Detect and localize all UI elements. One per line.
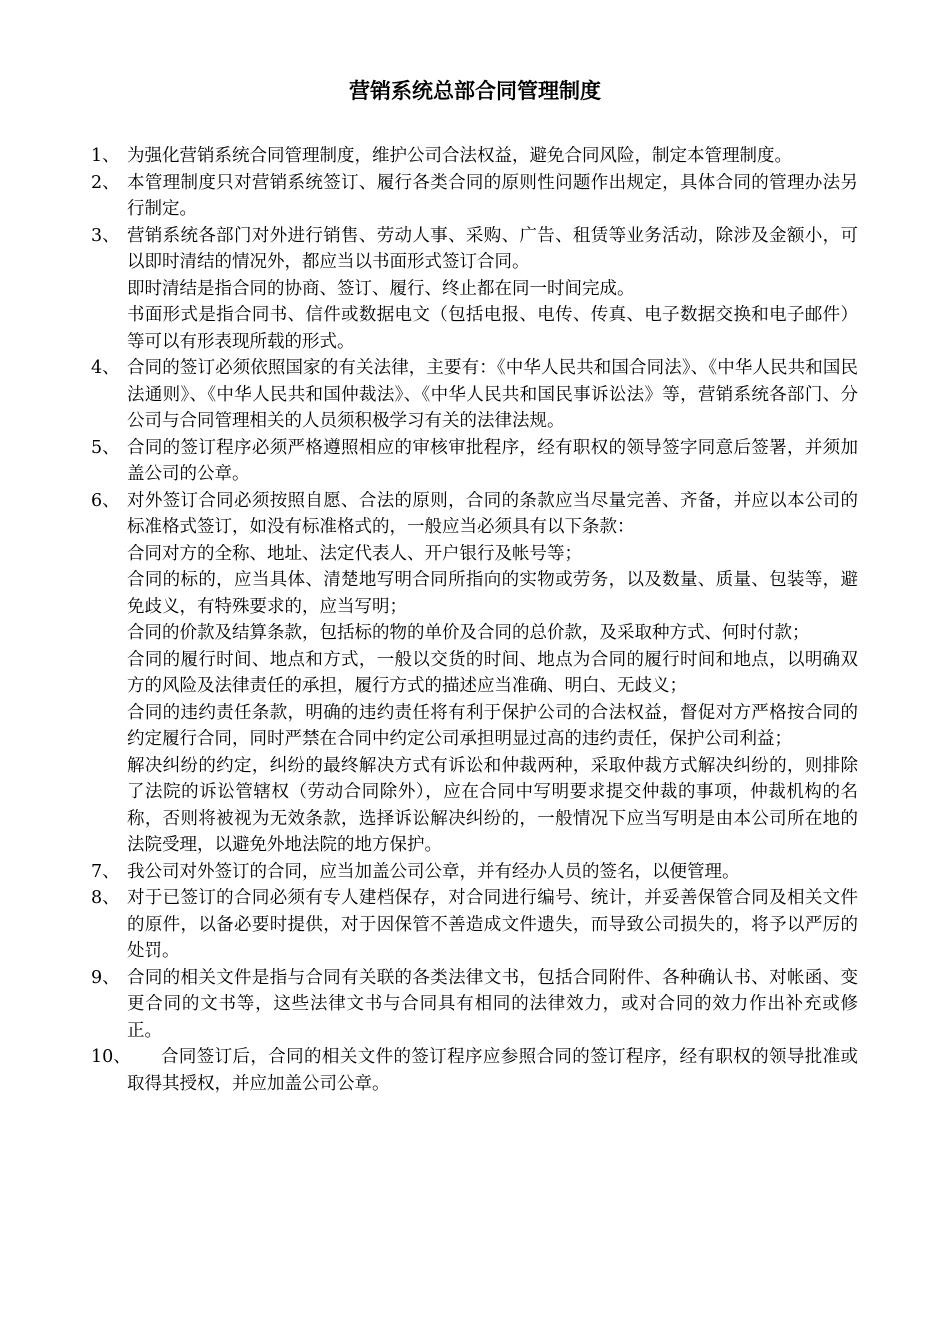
clause-text: 合同的签订必须依照国家的有关法律，主要有：《中华人民共和国合同法》、《中华人民共和国民法通则》、《中华人民共和国仲裁法》、《中华人民共和国民事诉讼法》等，营销系统各部门、分公司与合同管理相关的人员须积极学习有关的法律法规。 (127, 358, 858, 431)
clause-6 (0, 488, 858, 859)
clause-text: 营销系统各部门对外进行销售、劳动人事、采购、广告、租赁等业务活动，除涉及金额小，可以即时清结的情况外，都应当以书面形式签订合同。 (127, 225, 858, 272)
clause-number: 6、 (91, 490, 120, 511)
clause-text: 我公司对外签订的合同，应当加盖公司公章，并有经办人员的签名，以便管理。 (127, 861, 740, 882)
document-title: 营销系统总部合同管理制度 (349, 78, 601, 103)
clause-number: 7、 (91, 861, 120, 882)
clause-number: 2、 (91, 172, 120, 193)
clause-number: 3、 (91, 225, 120, 246)
clause-10 (0, 1044, 858, 1097)
clause-number: 1、 (91, 146, 120, 166)
clause-text: 合同签订后，合同的相关文件的签订程序应参照合同的签订程序，经有职权的领导批准或取得其授权，并应加盖公司公章。 (127, 1047, 858, 1094)
clause-8 (0, 885, 858, 965)
clause-text: 合同的相关文件是指与合同有关联的各类法律文书，包括合同附件、各种确认书、对帐函、变更合同的文书等，这些法律文书与合同具有相同的法律效力，或对合同的效力作出补充或修正。 (127, 967, 858, 1041)
clause-subparagraph: 书面形式是指合同书、信件或数据电文（包括电报、电传、传真、电子数据交换和电子邮件）等可以有形表现所载的形式。 (127, 305, 858, 352)
clause-number: 10、 (91, 1047, 131, 1067)
clause-text: 对于已签订的合同必须有专人建档保存，对合同进行编号、统计，并妥善保管合同及相关文件的原件，以备必要时提供，对于因保管不善造成文件遗失，而导致公司损失的，将予以严厉的处罚。 (127, 888, 858, 961)
clause-list (0, 143, 950, 1097)
clause-subparagraph: 合同的价款及结算条款，包括标的物的单价及合同的总价款，及采取种方式、何时付款； (127, 623, 810, 643)
clause-7 (0, 859, 858, 886)
clause-3 (0, 223, 858, 356)
clause-subparagraph: 合同的履行时间、地点和方式，一般以交货的时间、地点为合同的履行时间和地点，以明确双方的风险及法律责任的承担，履行方式的描述应当准确、明白、无歧义； (127, 649, 858, 696)
clause-2 (0, 170, 858, 223)
clause-5 (0, 435, 858, 488)
clause-text: 对外签订合同必须按照自愿、合法的原则，合同的条款应当尽量完善、齐备，并应以本公司的标准格式签订，如没有标准格式的，一般应当必须具有以下条款： (127, 490, 858, 537)
clause-9 (0, 965, 858, 1045)
clause-subparagraph: 即时清结是指合同的协商、签订、履行、终止都在同一时间完成。 (127, 278, 635, 299)
clause-number: 4、 (91, 358, 120, 378)
clause-subparagraph: 合同的标的，应当具体、清楚地写明合同所指向的实物或劳务，以及数量、质量、包装等，避免歧义，有特殊要求的，应当写明； (127, 570, 858, 617)
clause-text: 本管理制度只对营销系统签订、履行各类合同的原则性问题作出规定，具体合同的管理办法另行制定。 (127, 172, 858, 219)
clause-1 (0, 143, 858, 170)
clause-number: 5、 (91, 437, 120, 458)
clause-4 (0, 355, 858, 435)
clause-text: 合同的签订程序必须严格遵照相应的审核审批程序，经有职权的领导签字同意后签署，并须加盖公司的公章。 (127, 437, 858, 484)
clause-text: 为强化营销系统合同管理制度，维护公司合法权益，避免合同风险，制定本管理制度。 (127, 146, 792, 166)
clause-number: 8、 (91, 888, 120, 908)
clause-subparagraph: 合同的违约责任条款，明确的违约责任将有利于保护公司的合法权益，督促对方严格按合同的约定履行合同，同时严禁在合同中约定公司承担明显过高的违约责任，保护公司利益； (127, 702, 858, 749)
clause-subparagraph: 解决纠纷的约定，纠纷的最终解决方式有诉讼和仲裁两种，采取仲裁方式解决纠纷的，则排除了法院的诉讼管辖权（劳动合同除外），应在合同中写明要求提交仲裁的事项，仲裁机构的名称，否则将被视为无效条款，选择诉讼解决纠纷的，一般情况下应当写明是由本公司所在地的法院受理，以避免外地法院的地方保护。 (127, 755, 858, 855)
clause-subparagraph: 合同对方的全称、地址、法定代表人、开户银行及帐号等； (127, 543, 582, 564)
clause-number: 9、 (91, 967, 120, 988)
